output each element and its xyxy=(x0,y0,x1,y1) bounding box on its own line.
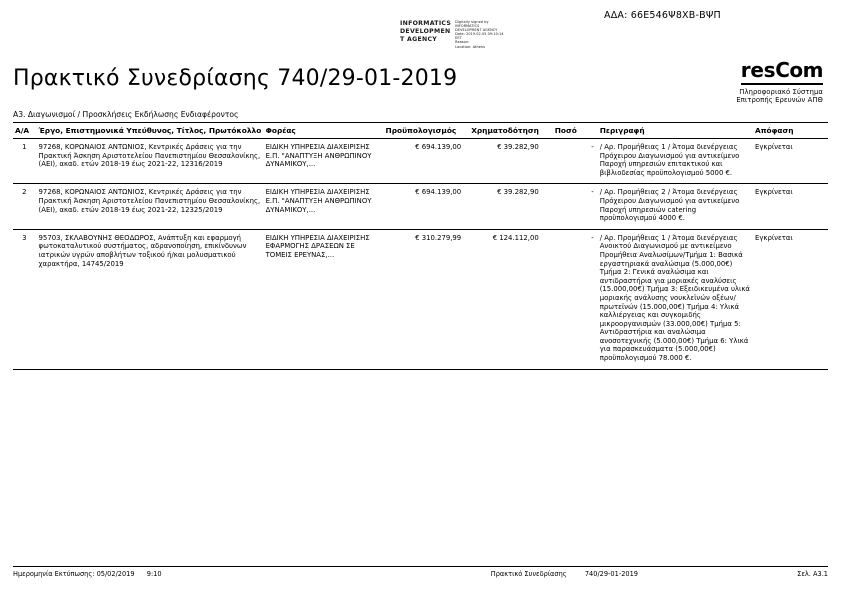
footer-print-date: 05/02/2019 xyxy=(96,570,135,578)
cell-funding: € 39.282,90 xyxy=(469,139,553,184)
cell-budget: € 694.139,00 xyxy=(384,139,470,184)
cell-number: 1 xyxy=(13,139,37,184)
cell-budget: € 310.279,99 xyxy=(384,229,470,369)
cell-project: 97268, ΚΟΡΩΝΑΙΟΣ ΑΝΤΩΝΙΟΣ, Κεντρικές Δράσεις για την Πρακτική Άσκηση Αριστοτελείου Πανεπιστημίου Θεσσαλονίκης, (ΑΕΙ), ακαδ. ετών 2018-19 έως 2021-22, 12325/2019 xyxy=(37,184,264,229)
column-header-budget: Προϋπολογισμός xyxy=(384,123,470,139)
cell-project: 95703, ΣΚΛΑΒΟΥΝΗΣ ΘΕΟΔΩΡΟΣ, Ανάπτυξη και εφαρμογή φωτοκαταλυτικού συστήματος, αδρανοποίηση, επικίνδυνων ιατρικών υγρών αποβλήτων τοξικού ή/και μολυσματικού χαρακτήρα, 14745/2019 xyxy=(37,229,264,369)
minutes-table xyxy=(13,122,828,370)
section-label: Α3. Διαγωνισμοί / Προσκλήσεις Εκδήλωσης Ενδιαφέροντος xyxy=(13,110,239,119)
cell-funding: € 39.282,90 xyxy=(469,184,553,229)
column-header-description: Περιγραφή xyxy=(598,123,753,139)
table-row xyxy=(13,184,828,229)
agency-name-line1: INFORMATICS xyxy=(400,20,452,27)
column-header-organization: Φορέας xyxy=(264,123,384,139)
column-header-project: Έργο, Επιστημονικά Υπεύθυνος, Τίτλος, Πρωτόκολλο xyxy=(37,123,264,139)
cell-organization: ΕΙΔΙΚΗ ΥΠΗΡΕΣΙΑ ΔΙΑΧΕΙΡΙΣΗΣ Ε.Π. "ΑΝΑΠΤΥΞΗ ΑΝΘΡΩΠΙΝΟΥ ΔΥΝΑΜΙΚΟΥ,... xyxy=(264,139,384,184)
footer-document-title xyxy=(491,570,638,578)
signature-line-7: Location: Athens xyxy=(455,44,486,49)
signature-line-3: DEVELOPMENT AGENCY xyxy=(455,28,498,33)
cell-amount: - xyxy=(553,184,598,229)
ada-code: ΑΔΑ: 66Ε546Ψ8ΧΒ-ΒΨΠ xyxy=(604,10,721,21)
agency-name-line2: DEVELOPMEN xyxy=(400,28,451,35)
footer-page-number: Σελ. Α3.1 xyxy=(797,570,828,578)
cell-organization: ΕΙΔΙΚΗ ΥΠΗΡΕΣΙΑ ΔΙΑΧΕΙΡΙΣΗΣ Ε.Π. "ΑΝΑΠΤΥΞΗ ΑΝΘΡΩΠΙΝΟΥ ΔΥΝΑΜΙΚΟΥ,... xyxy=(264,184,384,229)
cell-project: 97268, ΚΟΡΩΝΑΙΟΣ ΑΝΤΩΝΙΟΣ, Κεντρικές Δράσεις για την Πρακτική Άσκηση Αριστοτελείου Πανεπιστημίου Θεσσαλονίκης, (ΑΕΙ), ακαδ. ετών 2018-19 έως 2021-22, 12316/2019 xyxy=(37,139,264,184)
cell-decision: Εγκρίνεται xyxy=(753,229,828,369)
column-header-number: Α/Α xyxy=(13,123,37,139)
column-header-amount: Ποσό xyxy=(553,123,598,139)
cell-description: / Αρ. Προμήθειας 1 / Άτομα διενέργειας Ανοικτού Διαγωνισμού με αντικείμενο Προμήθεια Αναλωσίμων/Τμήμα 1: Βασικά εργαστηριακά αναλώσιμα (5.000,00€) Τμήμα 2: Γενικά αναλώσιμα και αντιδραστήρια για μοριακές αναλύσεις (15.000,00€) Τμήμα 3: Εξειδικευμένα υλικά μοριακής ανάλυσης νουκλεϊνών οξέων/πρωτεϊνών (15.000,00€) Τμήμα 4: Υλικά καλλιέργειας και συγκομιδής μικροοργανισμών (33.000,00€) Τμήμα 5: Αντιδραστήρια και αναλώσιμα ανοσοτεχνικής (5.000,00€) Τμήμα 6: Υλικά για παρασκευάσματα (5.000,00€) προϋπολογισμού 78.000 €. xyxy=(598,229,753,369)
footer-print-info xyxy=(13,570,162,578)
brand-com: Com xyxy=(775,58,823,82)
column-header-decision: Απόφαση xyxy=(753,123,828,139)
table-row xyxy=(13,229,828,369)
cell-budget: € 694.139,00 xyxy=(384,184,470,229)
cell-number: 3 xyxy=(13,229,37,369)
agency-name xyxy=(400,20,451,44)
rescom-brand xyxy=(741,58,823,85)
column-header-funding: Χρηματοδότηση xyxy=(469,123,553,139)
agency-name-line3: T AGENCY xyxy=(400,36,438,43)
signature-line-2: INFORMATICS xyxy=(455,24,480,29)
page-footer xyxy=(13,570,828,578)
signature-line-4: Date: 2019.02.05 09:10:14 xyxy=(455,32,504,37)
rescom-subtitle-2: Επιτροπής Ερευνών ΑΠΘ xyxy=(736,96,823,104)
cell-description: / Αρ. Προμήθειας 1 / Άτομα διενέργειας Πρόχειρου Διαγωνισμού για αντικείμενο Παροχή υπηρεσιών επιτακτικού και βιβλιοδεσίας προϋπολογισμού 5000 €. xyxy=(598,139,753,184)
cell-amount: - xyxy=(553,229,598,369)
cell-decision: Εγκρίνεται xyxy=(753,184,828,229)
cell-funding: € 124.112,00 xyxy=(469,229,553,369)
rescom-subtitle-1: Πληροφοριακό Σύστημα xyxy=(739,88,823,96)
signature-line-6: Reason: xyxy=(455,40,470,45)
footer-print-label: Ημερομηνία Εκτύπωσης: xyxy=(13,570,95,578)
cell-decision: Εγκρίνεται xyxy=(753,139,828,184)
brand-res: res xyxy=(740,58,776,82)
cell-number: 2 xyxy=(13,184,37,229)
cell-description: / Αρ. Προμήθειας 2 / Άτομα διενέργειας Πρόχειρου Διαγωνισμού για αντικείμενο Παροχή υπηρεσιών catering προϋπολογισμού 4000 €. xyxy=(598,184,753,229)
informatics-development-agency-logo xyxy=(400,20,517,49)
signature-line-5: EET xyxy=(455,36,462,41)
cell-amount: - xyxy=(553,139,598,184)
footer-title-number: 740/29-01-2019 xyxy=(584,570,638,578)
footer-print-time: 9:10 xyxy=(146,570,162,578)
signature-line-1: Digitally signed by xyxy=(455,20,489,24)
digital-signature-block xyxy=(455,20,517,49)
table-header-row xyxy=(13,123,828,139)
cell-organization: ΕΙΔΙΚΗ ΥΠΗΡΕΣΙΑ ΔΙΑΧΕΙΡΙΣΗΣ ΕΦΑΡΜΟΓΗΣ ΔΡΑΣΕΩΝ ΣΕ ΤΟΜΕΙΣ ΕΡΕΥΝΑΣ,... xyxy=(264,229,384,369)
footer-divider xyxy=(13,566,828,567)
footer-title-text: Πρακτικό Συνεδρίασης xyxy=(490,570,567,578)
table-row xyxy=(13,139,828,184)
rescom-logo xyxy=(736,58,823,104)
page-title: Πρακτικό Συνεδρίασης 740/29-01-2019 xyxy=(13,66,458,91)
